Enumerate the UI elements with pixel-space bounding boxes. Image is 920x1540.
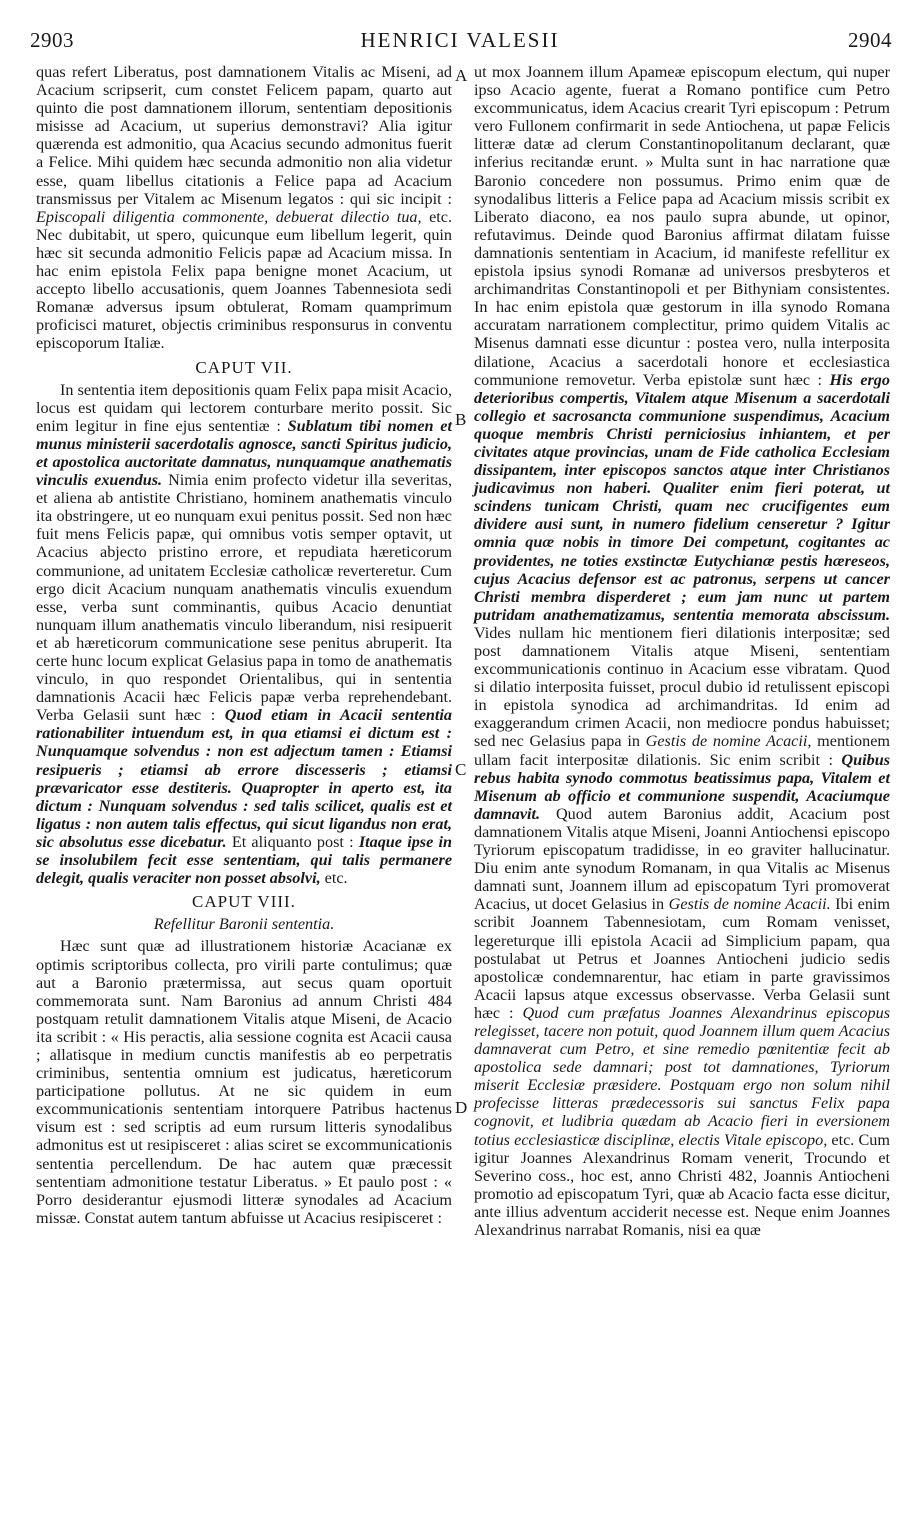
right-column <box>474 63 890 1239</box>
chapter-heading-viii: CAPUT VIII. <box>192 892 296 912</box>
margin-letter-b: B <box>455 410 467 429</box>
paragraph: ut mox Joannem illum Apameæ episcopum electum, qui nuper ipso Acacio agente, fuerat a Romano pontifice cum Petro excommunicatus, idem Acacius crearit Tyri episcopum : Petrum vero Fullonem confirmarit in sede Antiochena, ut papæ Felicis litteræ datæ ad clerum Constantinopolitanum declarant, quæ inferius recitandæ erunt. » Multa sunt in hac narratione quæ Baronio concedere non possumus. Primo enim quæ de synodalibus litteris a Felice papa ad Acacium missis scribit ex Liberato diacono, ea nos paulo supra abunde, ut opinor, refutavimus. Deinde quod Baronius affirmat dilatam fuisse damnationis sententiam in Acacium, id manifeste refellitur ex epistola ipsius synodi Romanæ ad universos presbyteros et archimandritas Constantinopoli et per Bithyniam consistentes. In hac enim epistola quæ gestorum in illa synodo Romana accuratam narrationem complectitur, primo quidem Vitalis ac Misenus damnati esse dicuntur : postea vero, nulla interposita dilatione, Acacius a sacerdotali honore et ecclesiastica communione removetur. Verba epistolæ sunt hæc : His ergo deterioribus compertis, Vitalem atque Misenum a sacerdotali collegio et sacrosancta communione suspendimus, Acacium quoque membris Christi perniciosius inhiantem, et per civitates atque provincias, unam de Fide catholica Ecclesiam dissipantem, inter episcopos sanctos atque inter Christianos judicavimus non haberi. Qualiter enim fieri poterat, ut scindens tunicam Christi, quam nec crucifigentes eum dividere ausi sunt, in numero fidelium censeretur ? Igitur omnia quæ nobis in timore Dei competunt, cogitantes ac providentes, ne toties exstinctæ Eutychianæ pestis hæreseos, cujus Acacius defensor est ac patronus, serpens ut cancer Christi membra disperderet ; eum jam nunc ut partem putridam anathematizamus, sententia memorata abscissum. Vides nullam hic mentionem fieri dilationis interpositæ; sed post damnationem Vitalis atque Miseni, sententiam excommunicationis continuo in Acacium esse vibratam. Quod si dilatio interposita fuisset, procul dubio id retulissent episcopi in epistola synodica ad archimandritas. Id enim ad exaggerandum crimen Acacii, non mediocre pondus habuisset; sed nec Gelasius papa in Gestis de nomine Acacii, mentionem ullam facit interpositæ dilationis. Sic enim scribit : Quibus rebus habita synodo commotus beatissimus papa, Vitalem et Misenum ab officio et communione suspendit, Acaciumque damnavit. Quod autem Baronius addit, Acacium post damnationem Vitalis atque Miseni, Joanni Antiochensi episcopo Tyriorum episcopatum tradidisse, in eo graviter hallucinatur. Diu enim ante synodum Romanam, in qua Vitalis ac Misenus damnati sunt, Joannem illum ad episcopatum Tyri promoverat Acacius, ut docet Gelasius in Gestis de nomine Acacii. Ibi enim scribit Joannem Tabennesiotam, cum Romam venisset, legereturque illi epistola Acacii ad Simplicium papam, qua postulabat ut Petrus et Joannes Antiocheni judicio sedis apostolicæ condemnarentur, hac etiam in parte gravissimos Acacii lapsus atque excessus observasse. Verba Gelasii sunt hæc : Quod cum præfatus Joannes Alexandrinus episcopus relegisset, tacere non potuit, quod Joannem illum quem Acacius damnaverat cum Petro, et sine remedio pœnitentiæ fecit ab apostolica sede damnari; post tot damnationes, Tyriorum miserit Ecclesiæ præsidere. Postquam ergo non solum nihil profecisse litteras prædecessoris sui sanctus Felix papa cognovit, et ludibria quædam ab Acacio fieri in eversionem totius ecclesiasticæ disciplinæ, electis Vitale episcopo, etc. Cum igitur Joannes Alexandrinus Romam venerit, Trocundo et Severino coss., hoc est, anno Christi 482, Joannis Antiocheni promotio ad episcopatum Tyri, quæ ab Acacio facta esse dicitur, ante illius adventum acciderit necesse est. Neque enim Joannes Alexandrinus narrabat Romanis, nisi ea quæ <box>474 63 890 1239</box>
chapter-heading-vii: CAPUT VII. <box>195 357 293 377</box>
page-header <box>0 28 920 64</box>
paragraph: quas refert Liberatus, post damnationem Vitalis ac Miseni, ad Acacium scripserit, cum constet Felicem papam, quarto aut quinto die post damnationem illorum, sententiam depositionis misisse ad Acacium, ut superius demonstravi? Alia igitur quærenda est admonitio, qua Acacius secundo admonitus fuerit a Felice. Mihi quidem hæc secunda admonitio non alia videtur esse, quam libellus citationis a Felice papa ad Acacium transmissus per Vitalem ac Misenum legatos : qui sic incipit : Episcopali diligentia commonente, debuerat dilectio tua, etc. Nec dubitabit, ut spero, quicunque eum libellum legerit, quin hæc sit secunda admonitio Felicis papæ ad Acacium missa. In hac enim epistola Felix papa benigne monet Acacium, ut accepto libello accusationis, quem Joannes Tabennesiota sedi Romanæ adversus ipsum obtulerat, Romam quamprimum proficisci maturet, objectis criminibus responsurus in conventu episcoporum Italiæ. <box>36 63 452 353</box>
page-number-left: 2903 <box>30 28 74 52</box>
margin-letter-a: A <box>455 66 468 85</box>
margin-letter-d: D <box>455 1098 468 1117</box>
running-title: HENRICI VALESII <box>360 28 560 52</box>
chapter-subtitle: Refellitur Baronii sententia. <box>153 915 335 934</box>
margin-letter-c: C <box>455 760 467 779</box>
left-column <box>36 63 452 1227</box>
page-number-right: 2904 <box>848 28 892 52</box>
paragraph: In sententia item depositionis quam Felix papa misit Acacio, locus est quidam qui lectorem conturbare merito possit. Sic enim legitur in fine ejus sententiæ : Sublatum tibi nomen et munus ministerii sacerdotalis agnosce, sancti Spiritus judicio, et apostolica auctoritate damnatus, nunquamque anathematis vinculis exuendus. Nimia enim profecto videtur illa severitas, et aliena ab antistite Christiano, hominem anathematis vinculo ita obstringere, ut eo nunquam exui penitus possit. Sed non hæc fuit mens Felicis papæ, qui omnibus votis semper optavit, ut Acacius abjecto pristino errore, et repudiata hæreticorum communione, ad unitatem Ecclesiæ catholicæ reverteretur. Cum ergo dicit Acacium nunquam anathematis vinculis exuendum esse, verba sunt comminantis, quibus Acacio denuntiat nunquam illum anathematis vinculo liberandum, nisi resipuerit et ab hæreticorum communicatione sese penitus abruperit. Ita certe hunc locum explicat Gelasius papa in tomo de anathematis vinculo, in quo respondet Orientalibus, qui in sententia damnationis Acacii hæc Felicis papæ verba reprehendebant. Verba Gelasii sunt hæc : Quod etiam in Acacii sententia rationabiliter intuendum est, in qua etiamsi ei dictum est : Nunquamque solvendus : non est adjectum tamen : Etiamsi resipueris ; etiamsi ab errore discesseris ; etiamsi prævaricator esse destiteris. Quapropter in aperto est, ita dictum : Nunquam solvendus : sed talis scilicet, qualis est et ligatus : non autem talis effectus, qui sicut ligandus non erat, sic absolutus esse dicebatur. Et aliquanto post : Itaque ipse in se insolubilem fecit esse sententiam, qui talis permanere delegit, qualis veraciter non posset absolvi, etc. <box>36 380 453 888</box>
paragraph: Hæc sunt quæ ad illustrationem historiæ Acacianæ ex optimis scriptoribus collecta, pro virili parte contulimus; quæ aut a Baronio prætermissa, aut secus quam oportuit commemorata sunt. Nam Baronius ad annum Christi 484 postquam retulit damnationem Vitalis atque Miseni, de Acacio ita scribit : « His peractis, alia sessione cognita est Acacii causa ; allatisque in medium cunctis manifestis ab eo perpetratis criminibus, sententia omnium est judicatus, hæreticorum participatione pollutus. At ne sic quidem in eum excommunicationis sententiam intorquere Patribus hactenus visum est : sed scriptis ad eum rursum litteris synodalibus admonitus est ut resipisceret : alias sciret se excommunicationis sententia percellendum. De hac autem quæ præcessit sententiam admonitione testatur Liberatus. » Et paulo post : « Porro desiderantur ejusmodi litteræ synodales ad Acacium missæ. Constat autem tantum abfuisse ut Acacius resipisceret : <box>36 937 452 1227</box>
